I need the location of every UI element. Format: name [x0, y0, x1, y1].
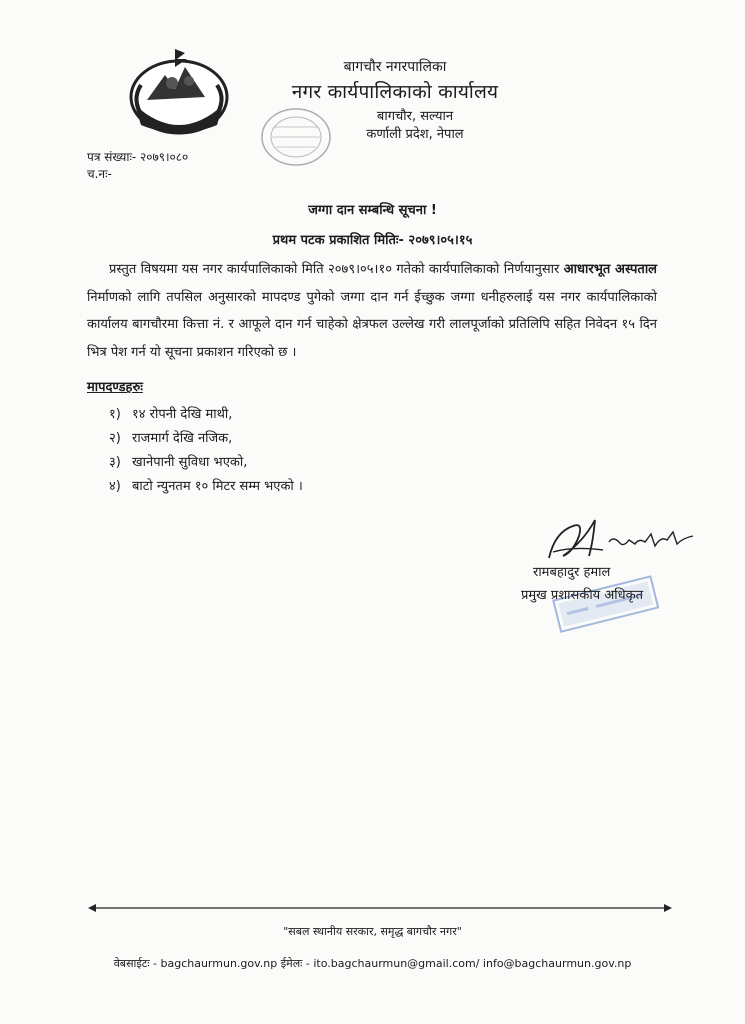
office-address: बागचौर, सल्यान: [376, 109, 454, 124]
footer-divider: [88, 903, 672, 913]
criteria-heading: मापदण्डहरुः: [87, 380, 143, 395]
list-item: [109, 451, 303, 475]
body-intro: प्रस्तुत विषयमा यस नगर कार्यपालिकाको मिति २०७९।०५।१० गतेको कार्यपालिकाको निर्णयानुसार: [109, 262, 564, 277]
footer-motto: "सबल स्थानीय सरकार, समृद्ध बागचौर नगर": [283, 925, 462, 938]
dispatch-number: च.नः-: [87, 167, 112, 181]
office-stamp: [548, 574, 664, 636]
published-date: प्रथम पटक प्रकाशित मितिः- २०७९।०५।१५: [272, 233, 473, 248]
office-province: कर्णाली प्रदेश, नेपाल: [366, 127, 464, 142]
signatory-name: रामबहादुर हमाल: [533, 565, 611, 580]
municipality-name: बागचौर नगरपालिका: [343, 59, 447, 75]
notice-title: जग्गा दान सम्बन्धि सूचना !: [308, 203, 437, 218]
body-bold-term: आधारभूत अस्पताल: [563, 262, 657, 277]
criteria-number: २): [109, 431, 121, 446]
criteria-text: बाटो न्युनतम १० मिटर सम्म भएको ।: [132, 479, 303, 494]
footer-contact: वेबसाईटः - bagchaurmun.gov.np ईमेलः - ito.bagchaurmun@gmail.com/ info@bagchaurmun.gov.np: [113, 957, 632, 970]
notice-body: [87, 256, 657, 366]
criteria-text: राजमार्ग देखि नजिक,: [132, 431, 233, 446]
handwritten-signature: [543, 512, 703, 566]
list-item: [109, 427, 303, 451]
office-name: नगर कार्यपालिकाको कार्यालय: [291, 81, 499, 103]
criteria-number: ३): [109, 455, 121, 470]
criteria-text: १४ रोपनी देखि माथी,: [132, 407, 233, 422]
criteria-text: खानेपानी सुविधा भएको,: [132, 455, 248, 470]
criteria-number: ४): [109, 479, 121, 494]
letter-number: पत्र संख्याः- २०७९।०८०: [87, 150, 189, 164]
criteria-number: १): [109, 407, 121, 422]
list-item: [109, 475, 303, 499]
body-rest: निर्माणको लागि तपसिल अनुसारको मापदण्ड पुगेको जग्गा दान गर्न ईच्छुक जग्गा धनीहरुलाई यस नगर कार्यपालिकाको कार्यालय बागचौरमा कित्ता नं. र आफूले दान गर्न चाहेको क्षेत्रफल उल्लेख गरी लालपूर्जाको प्रतिलिपि सहित निवेदन १५ दिन भित्र पेश गर्न यो सूचना प्रकाशन गरिएको छ ।: [87, 289, 657, 360]
list-item: [109, 403, 303, 427]
nepal-emblem-logo: [127, 45, 231, 137]
criteria-list: [109, 403, 303, 499]
signatory-title: प्रमुख प्रशासकीय अधिकृत: [521, 588, 644, 603]
